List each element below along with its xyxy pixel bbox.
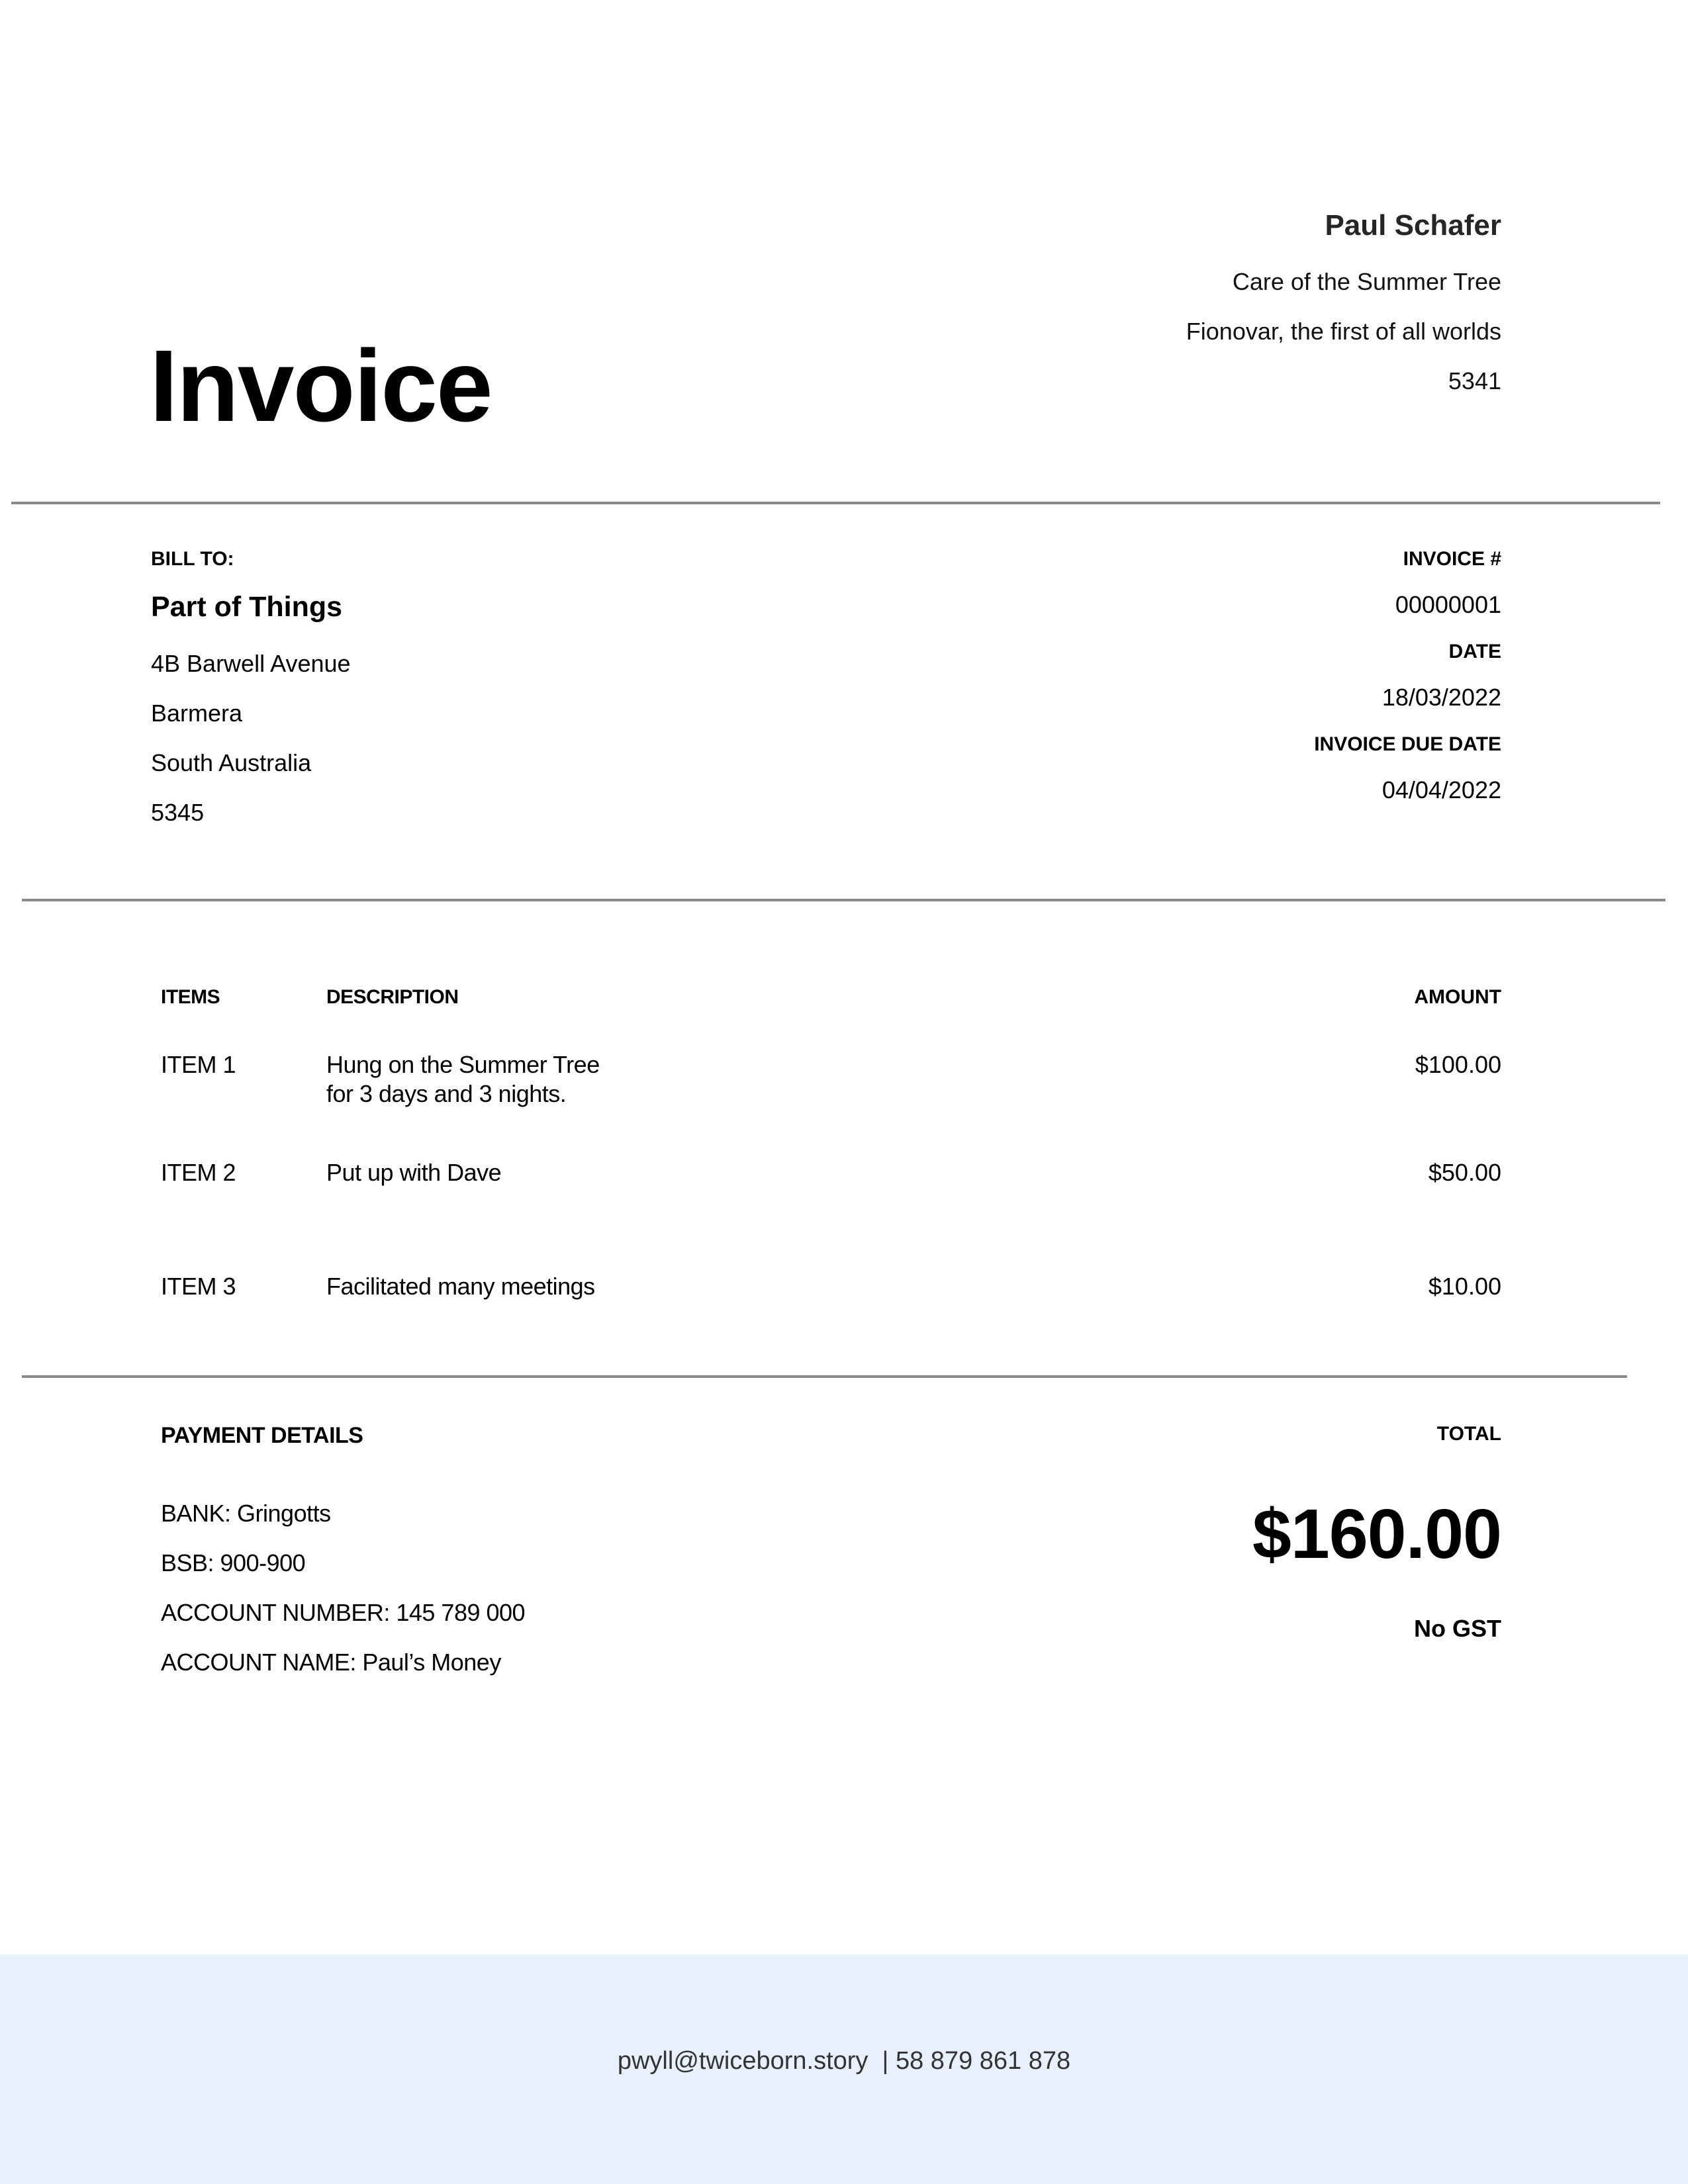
- total-label: TOTAL: [1436, 1423, 1501, 1445]
- payment-account-number: ACCOUNT NUMBER: 145 789 000: [161, 1599, 526, 1626]
- sender-postcode: 5341: [1448, 367, 1501, 394]
- item-amount: $10.00: [1428, 1273, 1501, 1300]
- payment-bank: BANK: Gringotts: [161, 1500, 331, 1527]
- bill-to-name: Part of Things: [151, 591, 343, 623]
- invoice-number-label: INVOICE #: [1403, 548, 1501, 570]
- invoice-date-label: DATE: [1448, 641, 1501, 662]
- bill-to-address-line: 4B Barwell Avenue: [151, 650, 351, 677]
- total-amount: $160.00: [1252, 1495, 1501, 1573]
- divider: [11, 502, 1660, 504]
- column-header-amount: AMOUNT: [1414, 986, 1501, 1008]
- item-label: ITEM 1: [161, 1051, 236, 1078]
- invoice-date: 18/03/2022: [1382, 684, 1501, 711]
- bill-to-address-line: Barmera: [151, 700, 243, 727]
- item-description: Hung on the Summer Tree: [326, 1051, 600, 1078]
- item-description: for 3 days and 3 nights.: [326, 1080, 567, 1107]
- item-description: Put up with Dave: [326, 1159, 502, 1186]
- bill-to-label: BILL TO:: [151, 548, 234, 570]
- item-description: Facilitated many meetings: [326, 1273, 595, 1300]
- bill-to-address-line: South Australia: [151, 749, 312, 776]
- column-header-description: DESCRIPTION: [326, 986, 459, 1008]
- footer-contact: pwyll@twiceborn.story | 58 879 861 878: [617, 2047, 1071, 2075]
- divider: [22, 1375, 1627, 1378]
- invoice-due-date-label: INVOICE DUE DATE: [1314, 733, 1501, 755]
- sender-name: Paul Schafer: [1325, 209, 1501, 242]
- footer: [0, 1954, 1688, 2184]
- payment-details-heading: PAYMENT DETAILS: [161, 1423, 363, 1448]
- payment-account-name: ACCOUNT NAME: Paul’s Money: [161, 1649, 501, 1676]
- column-header-items: ITEMS: [161, 986, 220, 1008]
- payment-bsb: BSB: 900-900: [161, 1549, 306, 1576]
- invoice-due-date: 04/04/2022: [1382, 776, 1501, 803]
- item-amount: $100.00: [1415, 1051, 1501, 1078]
- tax-note: No GST: [1414, 1615, 1501, 1642]
- item-label: ITEM 3: [161, 1273, 236, 1300]
- invoice-number: 00000001: [1395, 591, 1501, 618]
- item-amount: $50.00: [1428, 1159, 1501, 1186]
- sender-address-line: Care of the Summer Tree: [1232, 268, 1501, 295]
- bill-to-postcode: 5345: [151, 799, 205, 826]
- item-label: ITEM 2: [161, 1159, 236, 1186]
- divider: [22, 899, 1665, 901]
- page-title: Invoice: [150, 329, 492, 443]
- sender-address-line: Fionovar, the first of all worlds: [1186, 318, 1501, 345]
